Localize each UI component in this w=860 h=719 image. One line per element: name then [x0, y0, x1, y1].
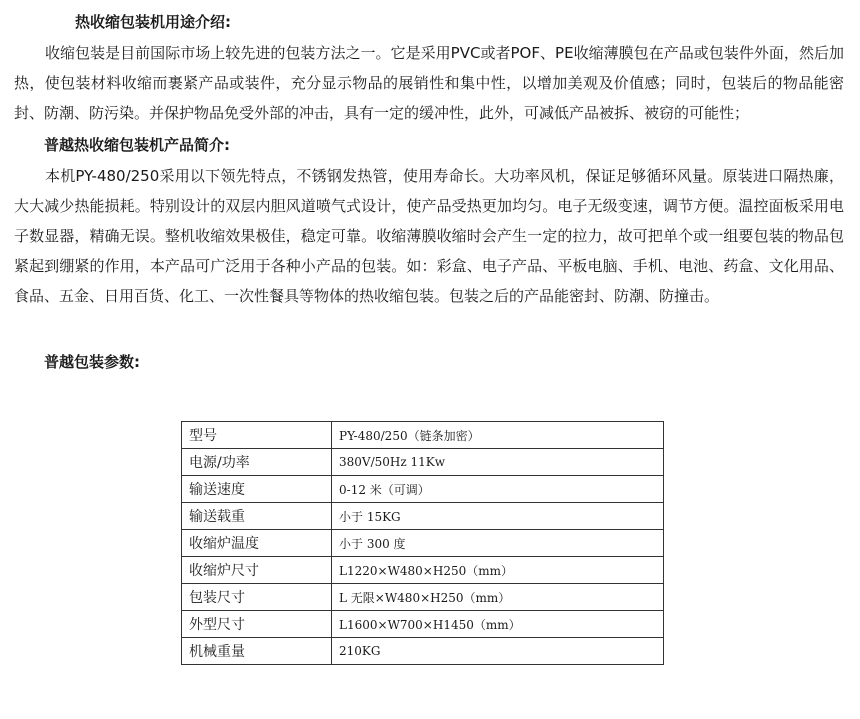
table-row	[182, 422, 664, 449]
spec-label: 收缩炉温度	[182, 530, 332, 557]
spec-value: 小于 300 度	[332, 530, 664, 557]
spec-label: 外型尺寸	[182, 611, 332, 638]
table-row	[182, 449, 664, 476]
spec-value: L 无限×W480×H250（mm）	[332, 584, 664, 611]
table-row	[182, 611, 664, 638]
table-row	[182, 584, 664, 611]
spec-value: 380V/50Hz 11Kw	[332, 449, 664, 476]
spec-label: 机械重量	[182, 638, 332, 665]
table-row	[182, 638, 664, 665]
section-title-parameters: 普越包装参数:	[44, 353, 140, 371]
spec-value: 小于 15KG	[332, 503, 664, 530]
spec-label: 收缩炉尺寸	[182, 557, 332, 584]
table-row	[182, 530, 664, 557]
spec-label: 电源/功率	[182, 449, 332, 476]
spec-value: PY-480/250（链条加密）	[332, 422, 664, 449]
spec-value: L1220×W480×H250（mm）	[332, 557, 664, 584]
spec-table	[181, 421, 664, 665]
paragraph-product-intro: 本机PY-480/250采用以下领先特点，不锈钢发热管，使用寿命长。大功率风机，保证足够循环风量。原装进口隔热廉，大大减少热能损耗。特别设计的双层内胆风道喷气式设计，使产品受热更加均匀。电子无级变速，调节方便。温控面板采用电子数显器，精确无误。整机收缩效果极佳，稳定可靠。收缩薄膜收缩时会产生一定的拉力，故可把单个或一组要包装的物品包紧起到绷紧的作用，本产品可广泛用于各种小产品的包装。如：彩盒、电子产品、平板电脑、手机、电池、药盒、文化用品、食品、五金、日用百货、化工、一次性餐具等物体的热收缩包装。包装之后的产品能密封、防潮、防撞击。	[14, 167, 844, 305]
table-row	[182, 503, 664, 530]
spec-value: L1600×W700×H1450（mm）	[332, 611, 664, 638]
spec-value: 0-12 米（可调）	[332, 476, 664, 503]
section-title-usage: 热收缩包装机用途介绍:	[75, 13, 231, 31]
spec-value: 210KG	[332, 638, 664, 665]
table-row	[182, 557, 664, 584]
spec-label: 型号	[182, 422, 332, 449]
paragraph-usage: 收缩包装是目前国际市场上较先进的包装方法之一。它是采用PVC或者POF、PE收缩薄膜包在产品或包装件外面，然后加热，使包装材料收缩而裹紧产品或装件，充分显示物品的展销性和集中性，以增加美观及价值感；同时，包装后的物品能密封、防潮、防污染。并保护物品免受外部的冲击，具有一定的缓冲性，此外，可减低产品被拆、被窃的可能性；	[14, 44, 844, 122]
spec-label: 输送速度	[182, 476, 332, 503]
section-title-product-intro: 普越热收缩包装机产品简介:	[44, 136, 230, 154]
spec-label: 输送载重	[182, 503, 332, 530]
spec-label: 包装尺寸	[182, 584, 332, 611]
table-row	[182, 476, 664, 503]
